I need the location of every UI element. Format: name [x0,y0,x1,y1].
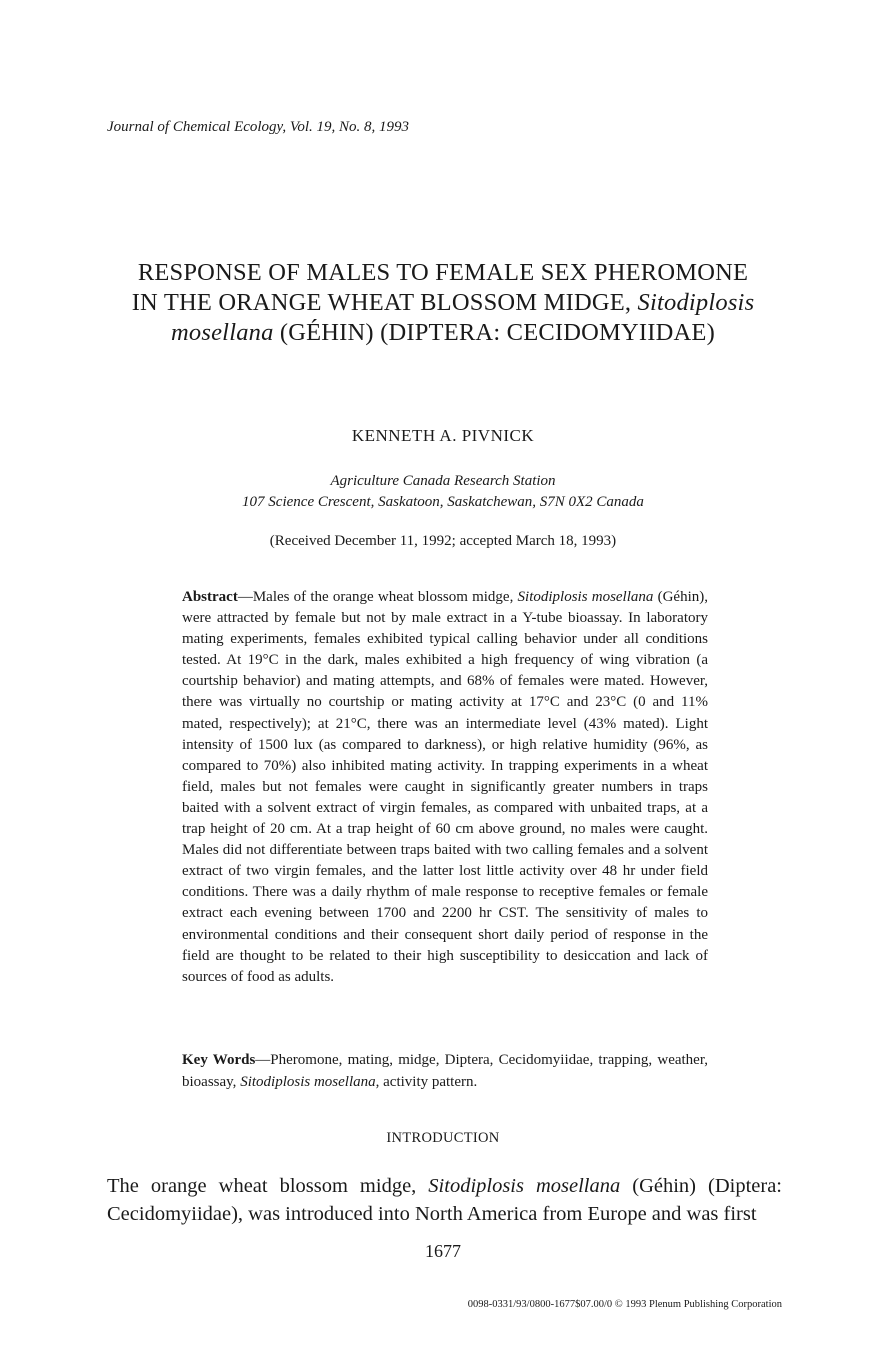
received-dates: (Received December 11, 1992; accepted March 18, 1993) [269,533,617,549]
title-line-3 [100,318,786,348]
page-number: 1677 [425,1241,461,1261]
introduction-text [107,1172,782,1228]
intro-species: Sitodiplosis mosellana [428,1175,621,1197]
copyright-footer: 0098-0331/93/0800-1677$07.00/0 © 1993 Plenum Publishing Corporation [467,1299,782,1310]
title-line-2-text: IN THE ORANGE WHEAT BLOSSOM MIDGE, [131,289,638,316]
intro-text-rest: (Géhin) (Diptera: Cecidomyiidae), was introduced into North America from Europe and was first [107,1175,782,1225]
keywords-species: Sitodiplosis mosellana [240,1073,376,1090]
abstract-text-start: —Males of the orange wheat blossom midge, [237,589,518,605]
intro-text-start: The orange wheat blossom midge, [107,1175,429,1197]
affiliation [0,471,886,513]
abstract-text-body: (Géhin), were attracted by female but not by male extract in a Y-tube bioassay. In laboratory mating experiments, females exhibited typical calling behavior under all conditions tested. At 19°C in the dark, males exhibited a high frequency of wing vibration (a courtship behavior) and mating attempts, and 68% of females were mated. However, there was virtually no courtship or mating activity at 17°C and 23°C (0 and 11% mated, respectively); at 21°C, there was an intermediate level (43% mated). Light intensity of 1500 lux (as compared to darkness), or high relative humidity (96%, as compared to 70%) also inhibited mating activity. In trapping experiments in a wheat field, males but not females were caught in significantly greater numbers in traps baited with a solvent extract of virgin females, as compared with unbaited traps, at a trap height of 20 cm. At a trap height of 60 cm above ground, no males were caught. Males did not differentiate between traps baited with two calling females and a solvent extract of two virgin females, and the latter lost little activity over 48 hr under field conditions. There was a daily rhythm of male response to receptive females or female extract each evening between 1700 and 2200 hr CST. The sensitivity of males to environmental conditions and their consequent short daily period of response in the field are thought to be related to their high susceptibility to desiccation and lack of sources of food as adults. [182,589,708,985]
introduction-heading: INTRODUCTION [386,1130,500,1146]
abstract [182,587,708,988]
title-genus: Sitodiplosis [637,289,755,316]
affiliation-institution: Agriculture Canada Research Station [330,473,556,489]
author-name: KENNETH A. PIVNICK [351,426,535,445]
affiliation-address: 107 Science Crescent, Saskatoon, Saskatchewan, S7N 0X2 Canada [242,494,644,510]
title-line-3-text: (GÉHIN) (DIPTERA: CECIDOMYIIDAE) [273,319,715,346]
abstract-species: Sitodiplosis mosellana [517,589,654,605]
keywords [182,1050,708,1093]
article-title [100,258,786,348]
title-line-1: RESPONSE OF MALES TO FEMALE SEX PHEROMONE [137,259,749,286]
title-species: mosellana [171,319,274,346]
journal-citation: Journal of Chemical Ecology, Vol. 19, No. 8, 1993 [107,119,410,135]
title-line-2 [100,288,786,318]
keywords-label: Key Words [182,1052,256,1068]
abstract-label: Abstract [182,589,238,605]
keywords-text-end: , activity pattern. [375,1073,478,1090]
keywords-text-start: —Pheromone, mating, midge, Diptera, Cecidomyiidae, trapping, weather, bioassay, [182,1052,708,1090]
